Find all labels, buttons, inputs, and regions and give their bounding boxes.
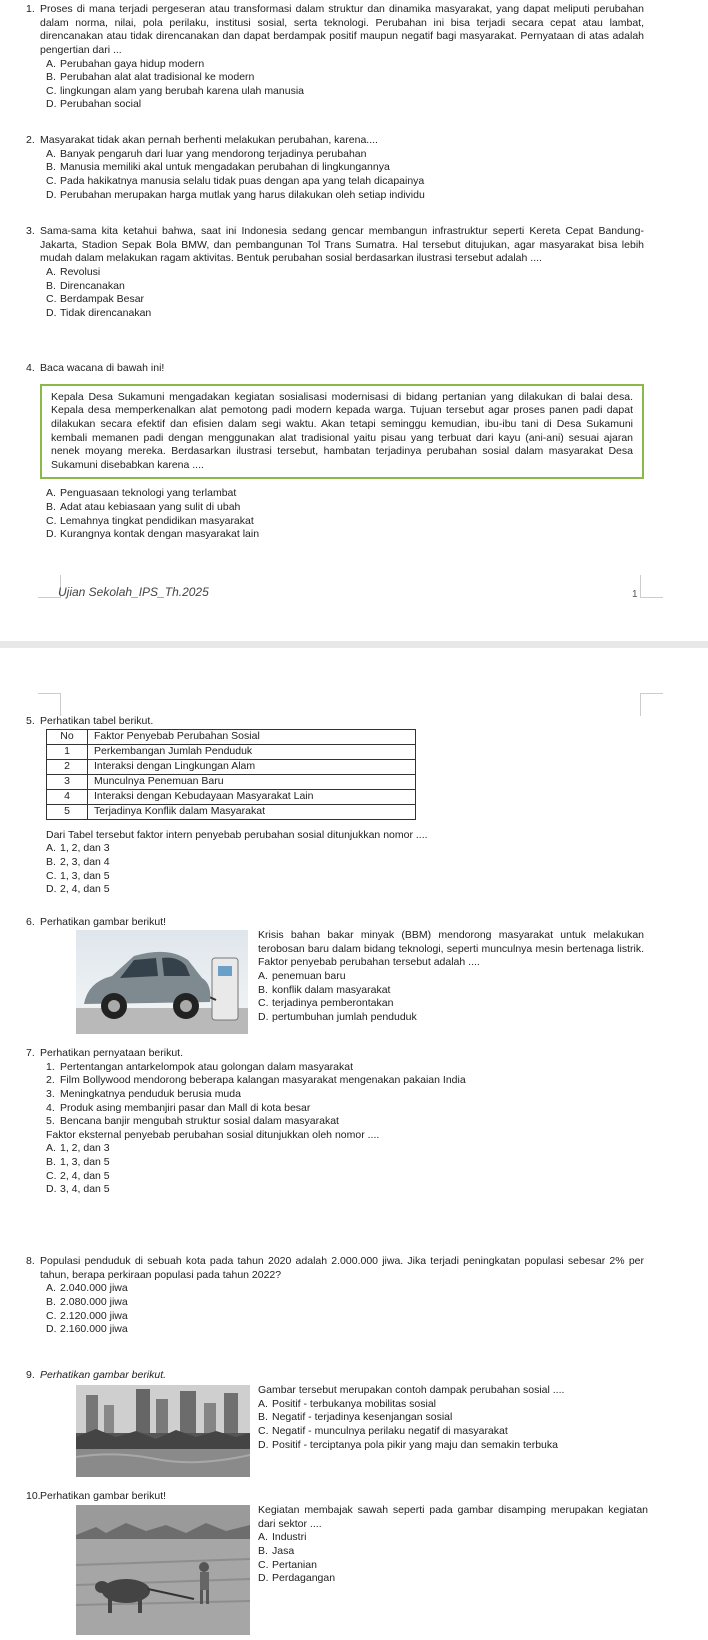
option[interactable]: C. terjadinya pemberontakan [258,997,394,1010]
table-row: 1 Perkembangan Jumlah Penduduk [47,744,416,759]
question-10 [26,1490,644,1504]
option[interactable]: D. pertumbuhan jumlah penduduk [258,1010,417,1023]
page-corner-mark [38,693,61,716]
option[interactable]: D. Perdagangan [258,1572,336,1585]
question-stem: Sama-sama kita ketahui bahwa, saat ini Indonesia sedang gencar membangun infrastruktur seperti Kereta Cepat Bandung-Jakarta, Stadion Sepak Bola BMW, dan pembangunan Tol Trans Sumatra. Hal tersebut ditujukan, agar masyarakat bisa lebih mudah dalam melakukan ragam aktivitas. Bentuk perubahan sosial berdasarkan ilustrasi tersebut adalah .... [40,225,644,265]
question-stem: Populasi penduduk di sebuah kota pada tahun 2020 adalah 2.000.000 jiwa. Jika terjadi peningkatan populasi sebesar 2% per tahun, berapa perkiraan populasi pada tahun 2022? [40,1255,644,1281]
statement: 1. Pertentangan antarkelompok atau golongan dalam masyarakat [46,1060,354,1073]
question-8 [26,1255,644,1337]
option[interactable]: B. Perubahan alat alat tradisional ke modern [46,71,255,84]
option[interactable]: D. 3, 4, dan 5 [46,1183,110,1196]
question-6-side [258,929,644,1024]
option[interactable]: B. Negatif - terjadinya kesenjangan sosial [258,1411,453,1424]
option[interactable]: C. 2, 4, dan 5 [46,1169,110,1182]
option[interactable]: C. Pada hakikatnya manusia selalu tidak puas dengan apa yang telah dicapainya [46,174,425,187]
option[interactable]: C. Lemahnya tingkat pendidikan masyarakat [46,514,254,527]
option[interactable]: D. 2.160.000 jiwa [46,1323,128,1336]
option[interactable]: A. Banyak pengaruh dari luar yang mendorong terjadinya perubahan [46,147,367,160]
question-stem: Perhatikan gambar berikut. [40,1369,167,1381]
statement: 4. Produk asing membanjiri pasar dan Mall di kota besar [46,1101,311,1114]
question-9 [26,1369,644,1383]
slum-city-illustration [76,1385,250,1477]
question-2 [26,134,644,202]
option[interactable]: C. 1, 3, dan 5 [46,869,110,882]
question-4 [26,362,644,542]
option[interactable]: C. Berdampak Besar [46,293,145,306]
question-number: 10. [26,1490,41,1502]
question-stem: Perhatikan gambar berikut! [40,916,167,928]
question-text: Krisis bahan bakar minyak (BBM) mendorong masyarakat untuk melakukan terobosan baru dalam bidang teknologi, seperti munculnya mesin bertenaga listrik. Faktor penyebab perubahan tersebut adalah .... [258,929,644,969]
question-7 [26,1047,644,1197]
question-stem: Proses di mana terjadi pergeseran atau transformasi dalam struktur dan dinamika masyarakat, yang dapat meliputi perubahan dalam norma, nilai, pola perilaku, institusi sosial, serta teknologi. Perubahan ini bisa terjadi secara cepat atau lambat, direncanakan atau tidak direncanakan dan dapat berdampak positif maupun negatif bagi masyarakat. Pernyataan di atas adalah pengertian dari ... [40,3,644,56]
option[interactable]: C. Pertanian [258,1558,317,1571]
option[interactable]: B. Direncanakan [46,279,125,292]
question-text: Kegiatan membajak sawah seperti pada gambar disamping merupakan kegiatan dari sektor .... [258,1504,648,1530]
page-corner-mark [640,575,663,598]
question-number: 2. [26,134,35,146]
option[interactable]: D. Kurangnya kontak dengan masyarakat lain [46,528,260,541]
option[interactable]: D. Perubahan merupakan harga mutlak yang harus dilakukan oleh setiap individu [46,188,425,201]
question-number: 1. [26,3,35,15]
statement: 3. Meningkatnya penduduk berusia muda [46,1087,241,1100]
reading-passage-box: Kepala Desa Sukamuni mengadakan kegiatan sosialisasi modernisasi di bidang pertanian yang dilakukan di balai desa. Kepala desa memperkenalkan alat pemotong padi modern kepada warga. Tujuan tersebut agar proses panen padi dapat dilakukan secara efektif dan efisien dalam segi waktu. Akan tetapi seminggu kemudian, ibu-ibu tani di Desa Sukamuni kembali memanen padi dengan menggunakan alat tradisional yaitu pisau yang terbuat dari kayu (ani-ani) sesuai ajaran nenek moyang mereka. Berdasarkan ilustrasi tersebut, hambatan terjadinya perubahan sosial dalam masyarakat Desa Sukamuni disebabkan karena .... [40,384,644,480]
option[interactable]: A. Positif - terbukanya mobilitas sosial [258,1397,436,1410]
footer-title: Ujian Sekolah_IPS_Th.2025 [58,585,209,599]
option[interactable]: A. penemuan baru [258,969,346,982]
electric-car-illustration [76,930,248,1034]
question-1 [26,3,644,112]
page-separator [0,641,708,648]
plowing-field-image [76,1505,250,1635]
question-stem: Perhatikan tabel berikut. [40,715,154,727]
option[interactable]: D. Tidak direncanakan [46,306,152,319]
slum-city-image [76,1385,250,1477]
option[interactable]: A. Penguasaan teknologi yang terlambat [46,487,237,500]
option[interactable]: C. 2.120.000 jiwa [46,1309,128,1322]
table-row: 5 Terjadinya Konflik dalam Masyarakat [47,804,416,819]
option[interactable]: D. Perubahan social [46,98,142,111]
question-stem: Perhatikan pernyataan berikut. [40,1047,184,1059]
question-stem: Perhatikan gambar berikut! [40,1490,167,1502]
option[interactable]: B. konflik dalam masyarakat [258,983,391,996]
option[interactable]: B. Manusia memiliki akal untuk mengadakan perubahan di lingkungannya [46,161,390,174]
option[interactable]: C. Negatif - munculnya perilaku negatif di masyarakat [258,1424,508,1437]
electric-car-image [76,930,248,1034]
page-corner-mark [640,693,663,716]
question-stem: Baca wacana di bawah ini! [40,362,165,374]
table-header-row: No Faktor Penyebab Perubahan Sosial [47,729,416,744]
option[interactable]: A. Perubahan gaya hidup modern [46,57,205,70]
question-10-side [258,1504,648,1586]
factor-table [46,729,416,820]
statement: 5. Bencana banjir mengubah struktur sosial dalam masyarakat [46,1115,339,1128]
plowing-field-illustration [76,1505,250,1635]
question-text: Dari Tabel tersebut faktor intern penyebab perubahan sosial ditunjukkan nomor .... [46,828,428,841]
question-number: 5. [26,715,35,727]
question-6 [26,916,644,930]
option[interactable]: B. Jasa [258,1544,295,1557]
option[interactable]: B. Adat atau kebiasaan yang sulit di ubah [46,501,241,514]
question-3 [26,225,644,320]
question-number: 8. [26,1255,35,1267]
option[interactable]: A. Revolusi [46,265,101,278]
question-number: 7. [26,1047,35,1059]
option[interactable]: A. Industri [258,1531,307,1544]
option[interactable]: D. 2, 4, dan 5 [46,883,110,896]
option[interactable]: A. 2.040.000 jiwa [46,1282,128,1295]
statement: 2. Film Bollywood mendorong beberapa kalangan masyarakat mengenakan pakaian India [46,1074,466,1087]
option[interactable]: C. lingkungan alam yang berubah karena ulah manusia [46,84,305,97]
option[interactable]: B. 2.080.000 jiwa [46,1295,128,1308]
question-number: 4. [26,362,35,374]
question-5 [26,715,644,897]
question-text: Gambar tersebut merupakan contoh dampak perubahan sosial .... [258,1384,565,1396]
option[interactable]: D. Positif - terciptanya pola pikir yang maju dan semakin terbuka [258,1438,558,1451]
option[interactable]: B. 2, 3, dan 4 [46,855,110,868]
question-text: Faktor eksternal penyebab perubahan sosial ditunjukkan oleh nomor .... [46,1128,380,1141]
question-number: 3. [26,225,35,237]
table-row: 2 Interaksi dengan Lingkungan Alam [47,759,416,774]
page-number: 1 [632,589,638,600]
table-row: 4 Interaksi dengan Kebudayaan Masyarakat Lain [47,789,416,804]
option[interactable]: B. 1, 3, dan 5 [46,1156,110,1169]
question-9-side [258,1384,648,1452]
option[interactable]: A. 1, 2, dan 3 [46,1142,110,1155]
question-number: 6. [26,916,35,928]
question-stem: Masyarakat tidak akan pernah berhenti melakukan perubahan, karena.... [40,134,378,146]
question-number: 9. [26,1369,35,1381]
option[interactable]: A. 1, 2, dan 3 [46,842,110,855]
table-row: 3 Munculnya Penemuan Baru [47,774,416,789]
